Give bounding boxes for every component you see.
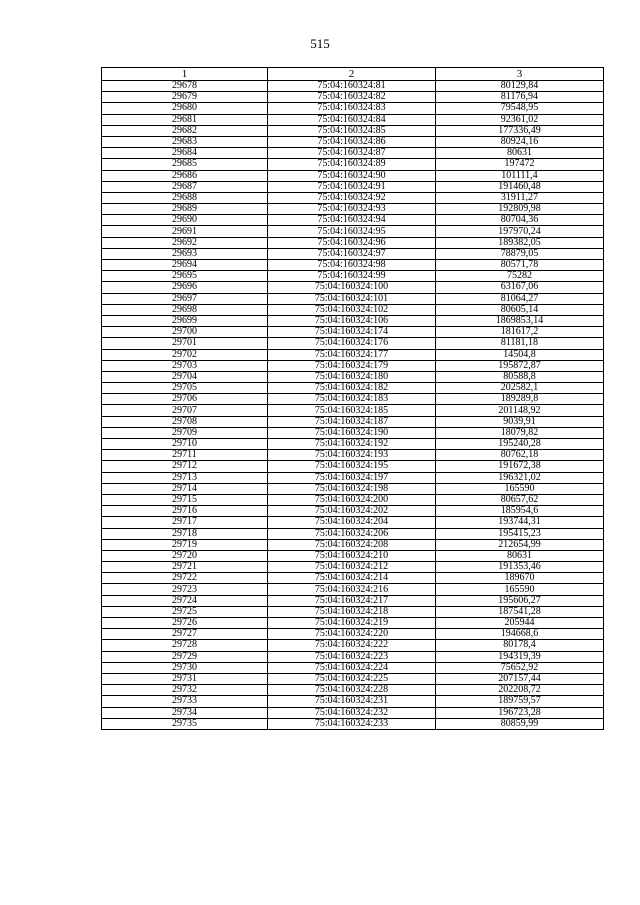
cadastral-number-cell: 75:04:160324:200 bbox=[268, 494, 436, 505]
row-number-cell: 29694 bbox=[102, 260, 268, 271]
row-number-cell: 29698 bbox=[102, 304, 268, 315]
row-number-cell: 29730 bbox=[102, 662, 268, 673]
value-cell: 195415,23 bbox=[436, 528, 604, 539]
row-number-cell: 29699 bbox=[102, 315, 268, 326]
table-row bbox=[102, 494, 604, 505]
table-row bbox=[102, 718, 604, 729]
table-header bbox=[102, 68, 604, 81]
cadastral-number-cell: 75:04:160324:195 bbox=[268, 461, 436, 472]
table-row bbox=[102, 427, 604, 438]
value-cell: 212654,99 bbox=[436, 539, 604, 550]
value-cell: 194319,39 bbox=[436, 651, 604, 662]
row-number-cell: 29726 bbox=[102, 618, 268, 629]
value-cell: 207157,44 bbox=[436, 673, 604, 684]
cadastral-number-cell: 75:04:160324:224 bbox=[268, 662, 436, 673]
row-number-cell: 29680 bbox=[102, 103, 268, 114]
value-cell: 80588,8 bbox=[436, 371, 604, 382]
table-row bbox=[102, 584, 604, 595]
table-row bbox=[102, 92, 604, 103]
row-number-cell: 29711 bbox=[102, 450, 268, 461]
cadastral-number-cell: 75:04:160324:190 bbox=[268, 427, 436, 438]
table-row bbox=[102, 528, 604, 539]
value-cell: 195240,28 bbox=[436, 439, 604, 450]
value-cell: 202208,72 bbox=[436, 685, 604, 696]
table-row bbox=[102, 539, 604, 550]
value-cell: 197472 bbox=[436, 159, 604, 170]
cadastral-number-cell: 75:04:160324:208 bbox=[268, 539, 436, 550]
value-cell: 80571,78 bbox=[436, 260, 604, 271]
table-row bbox=[102, 472, 604, 483]
cadastral-number-cell: 75:04:160324:99 bbox=[268, 271, 436, 282]
value-cell: 189382,05 bbox=[436, 237, 604, 248]
table-row bbox=[102, 439, 604, 450]
row-number-cell: 29687 bbox=[102, 181, 268, 192]
row-number-cell: 29696 bbox=[102, 282, 268, 293]
value-cell: 181617,2 bbox=[436, 327, 604, 338]
cadastral-number-cell: 75:04:160324:90 bbox=[268, 170, 436, 181]
table-row bbox=[102, 327, 604, 338]
value-cell: 79548,95 bbox=[436, 103, 604, 114]
cadastral-number-cell: 75:04:160324:95 bbox=[268, 226, 436, 237]
table-row bbox=[102, 204, 604, 215]
cadastral-number-cell: 75:04:160324:216 bbox=[268, 584, 436, 595]
value-cell: 165590 bbox=[436, 483, 604, 494]
table-row bbox=[102, 338, 604, 349]
cadastral-number-cell: 75:04:160324:89 bbox=[268, 159, 436, 170]
row-number-cell: 29691 bbox=[102, 226, 268, 237]
table-row bbox=[102, 606, 604, 617]
cadastral-number-cell: 75:04:160324:232 bbox=[268, 707, 436, 718]
cadastral-number-cell: 75:04:160324:202 bbox=[268, 506, 436, 517]
cadastral-number-cell: 75:04:160324:92 bbox=[268, 192, 436, 203]
value-cell: 75652,92 bbox=[436, 662, 604, 673]
cadastral-number-cell: 75:04:160324:97 bbox=[268, 248, 436, 259]
row-number-cell: 29701 bbox=[102, 338, 268, 349]
page-number: 515 bbox=[310, 36, 330, 51]
row-number-cell: 29679 bbox=[102, 92, 268, 103]
cadastral-number-cell: 75:04:160324:91 bbox=[268, 181, 436, 192]
cadastral-number-cell: 75:04:160324:185 bbox=[268, 405, 436, 416]
table-row bbox=[102, 304, 604, 315]
cadastral-number-cell: 75:04:160324:214 bbox=[268, 573, 436, 584]
value-cell: 78879,05 bbox=[436, 248, 604, 259]
table-row bbox=[102, 181, 604, 192]
table-row bbox=[102, 562, 604, 573]
cadastral-number-cell: 75:04:160324:212 bbox=[268, 562, 436, 573]
row-number-cell: 29690 bbox=[102, 215, 268, 226]
cadastral-number-cell: 75:04:160324:198 bbox=[268, 483, 436, 494]
cadastral-number-cell: 75:04:160324:225 bbox=[268, 673, 436, 684]
table-row bbox=[102, 136, 604, 147]
table-row bbox=[102, 394, 604, 405]
table-row bbox=[102, 148, 604, 159]
cadastral-number-cell: 75:04:160324:96 bbox=[268, 237, 436, 248]
value-cell: 196321,02 bbox=[436, 472, 604, 483]
table-row bbox=[102, 81, 604, 92]
value-cell: 202582,1 bbox=[436, 383, 604, 394]
table-row bbox=[102, 215, 604, 226]
row-number-cell: 29681 bbox=[102, 114, 268, 125]
row-number-cell: 29695 bbox=[102, 271, 268, 282]
value-cell: 165590 bbox=[436, 584, 604, 595]
cadastral-number-cell: 75:04:160324:177 bbox=[268, 349, 436, 360]
table-row bbox=[102, 461, 604, 472]
row-number-cell: 29710 bbox=[102, 439, 268, 450]
value-cell: 80762,18 bbox=[436, 450, 604, 461]
row-number-cell: 29716 bbox=[102, 506, 268, 517]
row-number-cell: 29719 bbox=[102, 539, 268, 550]
table-row bbox=[102, 159, 604, 170]
table-row bbox=[102, 405, 604, 416]
cadastral-number-cell: 75:04:160324:220 bbox=[268, 629, 436, 640]
table-row bbox=[102, 170, 604, 181]
row-number-cell: 29733 bbox=[102, 696, 268, 707]
cadastral-number-cell: 75:04:160324:174 bbox=[268, 327, 436, 338]
row-number-cell: 29683 bbox=[102, 136, 268, 147]
row-number-cell: 29692 bbox=[102, 237, 268, 248]
table-row bbox=[102, 103, 604, 114]
cadastral-number-cell: 75:04:160324:210 bbox=[268, 550, 436, 561]
cadastral-number-cell: 75:04:160324:81 bbox=[268, 81, 436, 92]
cadastral-number-cell: 75:04:160324:100 bbox=[268, 282, 436, 293]
row-number-cell: 29682 bbox=[102, 125, 268, 136]
value-cell: 80704,36 bbox=[436, 215, 604, 226]
value-cell: 80631 bbox=[436, 148, 604, 159]
table-row bbox=[102, 226, 604, 237]
table-row bbox=[102, 360, 604, 371]
value-cell: 189670 bbox=[436, 573, 604, 584]
row-number-cell: 29688 bbox=[102, 192, 268, 203]
cadastral-number-cell: 75:04:160324:94 bbox=[268, 215, 436, 226]
row-number-cell: 29729 bbox=[102, 651, 268, 662]
table-row bbox=[102, 685, 604, 696]
cadastral-number-cell: 75:04:160324:106 bbox=[268, 315, 436, 326]
row-number-cell: 29732 bbox=[102, 685, 268, 696]
row-number-cell: 29720 bbox=[102, 550, 268, 561]
row-number-cell: 29723 bbox=[102, 584, 268, 595]
value-cell: 191460,48 bbox=[436, 181, 604, 192]
row-number-cell: 29697 bbox=[102, 293, 268, 304]
row-number-cell: 29728 bbox=[102, 640, 268, 651]
cadastral-number-cell: 75:04:160324:204 bbox=[268, 517, 436, 528]
cadastral-number-cell: 75:04:160324:233 bbox=[268, 718, 436, 729]
table-row bbox=[102, 114, 604, 125]
table-row bbox=[102, 618, 604, 629]
row-number-cell: 29722 bbox=[102, 573, 268, 584]
value-cell: 81176,94 bbox=[436, 92, 604, 103]
cadastral-number-cell: 75:04:160324:223 bbox=[268, 651, 436, 662]
value-cell: 92361,02 bbox=[436, 114, 604, 125]
row-number-cell: 29707 bbox=[102, 405, 268, 416]
table-row bbox=[102, 707, 604, 718]
row-number-cell: 29715 bbox=[102, 494, 268, 505]
column-header-1: 1 bbox=[102, 68, 268, 81]
cadastral-number-cell: 75:04:160324:82 bbox=[268, 92, 436, 103]
row-number-cell: 29702 bbox=[102, 349, 268, 360]
value-cell: 185954,6 bbox=[436, 506, 604, 517]
table-row bbox=[102, 651, 604, 662]
value-cell: 80924,16 bbox=[436, 136, 604, 147]
value-cell: 1869853,14 bbox=[436, 315, 604, 326]
value-cell: 81064,27 bbox=[436, 293, 604, 304]
value-cell: 189289,8 bbox=[436, 394, 604, 405]
table-row bbox=[102, 293, 604, 304]
row-number-cell: 29713 bbox=[102, 472, 268, 483]
row-number-cell: 29689 bbox=[102, 204, 268, 215]
table-row bbox=[102, 450, 604, 461]
row-number-cell: 29709 bbox=[102, 427, 268, 438]
table-row bbox=[102, 506, 604, 517]
cadastral-number-cell: 75:04:160324:93 bbox=[268, 204, 436, 215]
table-row bbox=[102, 483, 604, 494]
row-number-cell: 29712 bbox=[102, 461, 268, 472]
column-header-3: 3 bbox=[436, 68, 604, 81]
table-row bbox=[102, 662, 604, 673]
value-cell: 81181,18 bbox=[436, 338, 604, 349]
value-cell: 191672,38 bbox=[436, 461, 604, 472]
table-body bbox=[102, 81, 604, 730]
table-row bbox=[102, 383, 604, 394]
row-number-cell: 29708 bbox=[102, 416, 268, 427]
row-number-cell: 29735 bbox=[102, 718, 268, 729]
value-cell: 14504,8 bbox=[436, 349, 604, 360]
table-row bbox=[102, 192, 604, 203]
cadastral-number-cell: 75:04:160324:102 bbox=[268, 304, 436, 315]
table-row bbox=[102, 315, 604, 326]
value-cell: 80605,14 bbox=[436, 304, 604, 315]
row-number-cell: 29706 bbox=[102, 394, 268, 405]
cadastral-number-cell: 75:04:160324:183 bbox=[268, 394, 436, 405]
cadastral-number-cell: 75:04:160324:231 bbox=[268, 696, 436, 707]
row-number-cell: 29685 bbox=[102, 159, 268, 170]
value-cell: 197970,24 bbox=[436, 226, 604, 237]
cadastral-number-cell: 75:04:160324:180 bbox=[268, 371, 436, 382]
cadastral-number-cell: 75:04:160324:218 bbox=[268, 606, 436, 617]
value-cell: 80178,4 bbox=[436, 640, 604, 651]
value-cell: 18079,82 bbox=[436, 427, 604, 438]
cadastral-number-cell: 75:04:160324:176 bbox=[268, 338, 436, 349]
value-cell: 205944 bbox=[436, 618, 604, 629]
row-number-cell: 29705 bbox=[102, 383, 268, 394]
value-cell: 9039,91 bbox=[436, 416, 604, 427]
value-cell: 31911,27 bbox=[436, 192, 604, 203]
value-cell: 80859,99 bbox=[436, 718, 604, 729]
value-cell: 195872,87 bbox=[436, 360, 604, 371]
value-cell: 75282 bbox=[436, 271, 604, 282]
value-cell: 191353,46 bbox=[436, 562, 604, 573]
table-row bbox=[102, 416, 604, 427]
table-row bbox=[102, 260, 604, 271]
table-row bbox=[102, 282, 604, 293]
cadastral-number-cell: 75:04:160324:86 bbox=[268, 136, 436, 147]
table-row bbox=[102, 517, 604, 528]
table-row bbox=[102, 640, 604, 651]
cadastral-number-cell: 75:04:160324:98 bbox=[268, 260, 436, 271]
table-row bbox=[102, 696, 604, 707]
row-number-cell: 29703 bbox=[102, 360, 268, 371]
row-number-cell: 29704 bbox=[102, 371, 268, 382]
value-cell: 189759,57 bbox=[436, 696, 604, 707]
value-cell: 196723,28 bbox=[436, 707, 604, 718]
table-row bbox=[102, 550, 604, 561]
value-cell: 177336,49 bbox=[436, 125, 604, 136]
cadastral-number-cell: 75:04:160324:101 bbox=[268, 293, 436, 304]
value-cell: 101111,4 bbox=[436, 170, 604, 181]
value-cell: 201148,92 bbox=[436, 405, 604, 416]
table-row bbox=[102, 349, 604, 360]
cadastral-number-cell: 75:04:160324:87 bbox=[268, 148, 436, 159]
row-number-cell: 29725 bbox=[102, 606, 268, 617]
value-cell: 192809,98 bbox=[436, 204, 604, 215]
value-cell: 195606,27 bbox=[436, 595, 604, 606]
row-number-cell: 29731 bbox=[102, 673, 268, 684]
row-number-cell: 29734 bbox=[102, 707, 268, 718]
table-row bbox=[102, 125, 604, 136]
header-row bbox=[102, 68, 604, 81]
row-number-cell: 29693 bbox=[102, 248, 268, 259]
cadastral-number-cell: 75:04:160324:85 bbox=[268, 125, 436, 136]
row-number-cell: 29684 bbox=[102, 148, 268, 159]
table-row bbox=[102, 595, 604, 606]
row-number-cell: 29717 bbox=[102, 517, 268, 528]
cadastral-number-cell: 75:04:160324:84 bbox=[268, 114, 436, 125]
row-number-cell: 29686 bbox=[102, 170, 268, 181]
table-row bbox=[102, 237, 604, 248]
row-number-cell: 29700 bbox=[102, 327, 268, 338]
table-row bbox=[102, 248, 604, 259]
cadastral-number-cell: 75:04:160324:219 bbox=[268, 618, 436, 629]
value-cell: 193744,31 bbox=[436, 517, 604, 528]
cadastral-number-cell: 75:04:160324:182 bbox=[268, 383, 436, 394]
table-row bbox=[102, 371, 604, 382]
table-row bbox=[102, 271, 604, 282]
cadastral-number-cell: 75:04:160324:197 bbox=[268, 472, 436, 483]
value-cell: 80129,84 bbox=[436, 81, 604, 92]
cadastral-number-cell: 75:04:160324:206 bbox=[268, 528, 436, 539]
cadastral-number-cell: 75:04:160324:222 bbox=[268, 640, 436, 651]
table-row bbox=[102, 673, 604, 684]
value-cell: 80631 bbox=[436, 550, 604, 561]
value-cell: 194668,6 bbox=[436, 629, 604, 640]
table-row bbox=[102, 629, 604, 640]
data-table bbox=[101, 67, 604, 730]
row-number-cell: 29678 bbox=[102, 81, 268, 92]
cadastral-number-cell: 75:04:160324:192 bbox=[268, 439, 436, 450]
value-cell: 80657,62 bbox=[436, 494, 604, 505]
table-row bbox=[102, 573, 604, 584]
cadastral-number-cell: 75:04:160324:179 bbox=[268, 360, 436, 371]
row-number-cell: 29724 bbox=[102, 595, 268, 606]
row-number-cell: 29714 bbox=[102, 483, 268, 494]
cadastral-number-cell: 75:04:160324:187 bbox=[268, 416, 436, 427]
cadastral-number-cell: 75:04:160324:83 bbox=[268, 103, 436, 114]
row-number-cell: 29721 bbox=[102, 562, 268, 573]
cadastral-number-cell: 75:04:160324:228 bbox=[268, 685, 436, 696]
value-cell: 63167,06 bbox=[436, 282, 604, 293]
cadastral-number-cell: 75:04:160324:193 bbox=[268, 450, 436, 461]
value-cell: 187541,28 bbox=[436, 606, 604, 617]
row-number-cell: 29727 bbox=[102, 629, 268, 640]
row-number-cell: 29718 bbox=[102, 528, 268, 539]
cadastral-number-cell: 75:04:160324:217 bbox=[268, 595, 436, 606]
column-header-2: 2 bbox=[268, 68, 436, 81]
